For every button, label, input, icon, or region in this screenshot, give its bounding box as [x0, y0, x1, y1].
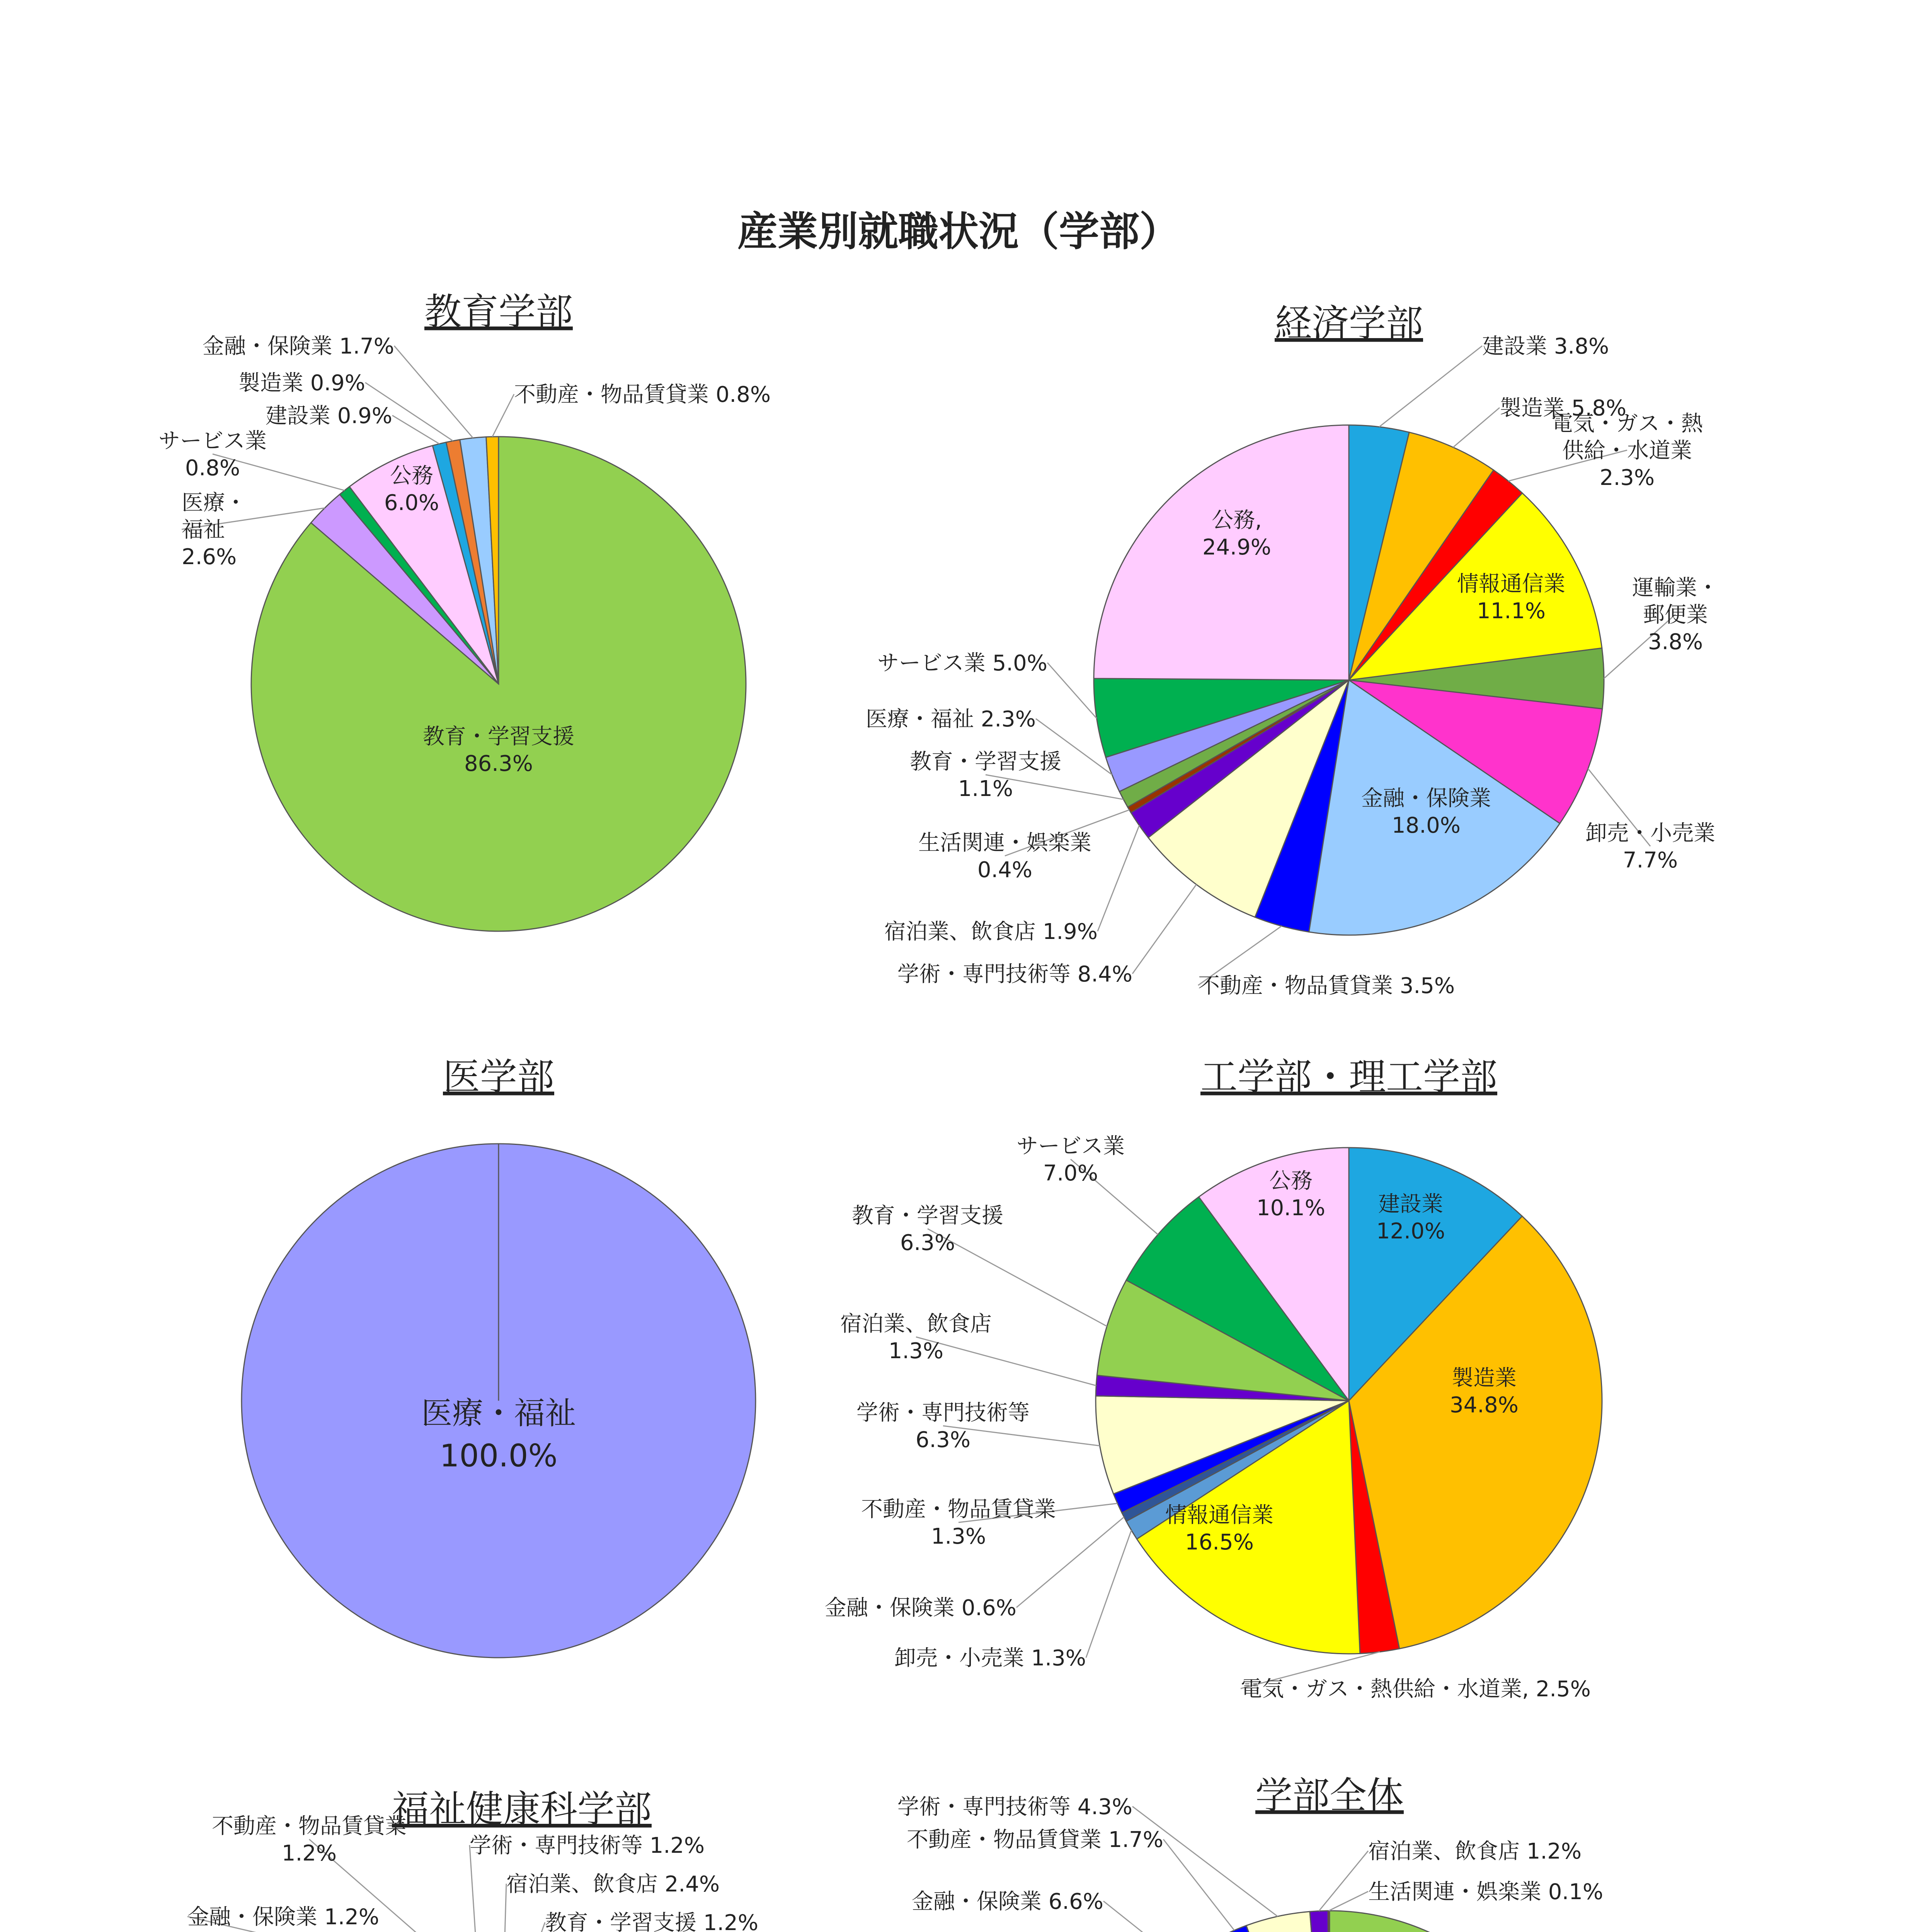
- data-label-line: 3.8%: [1648, 629, 1703, 655]
- data-label: [1241, 1677, 1591, 1702]
- data-label: [1585, 821, 1715, 873]
- data-label-line: 電気・ガス・熱: [1551, 411, 1703, 436]
- data-label: [912, 1889, 1103, 1914]
- data-label-line: 不動産・物品賃貸業: [212, 1814, 407, 1839]
- data-label-line: 公務: [1269, 1168, 1313, 1194]
- data-label: [897, 962, 1132, 987]
- data-label-line: 卸売・小売業 1.3%: [894, 1646, 1086, 1671]
- data-label: [203, 334, 394, 359]
- data-label-line: 宿泊業、飲食店: [840, 1311, 992, 1337]
- data-label-line: 金融・保険業: [1361, 786, 1491, 811]
- leader-line: [1379, 346, 1482, 427]
- leader-line: [1329, 1891, 1368, 1911]
- data-label-line: 不動産・物品賃貸業: [861, 1497, 1056, 1522]
- leader-line: [1086, 1530, 1131, 1658]
- data-label-line: 生活関連・娯楽業: [918, 830, 1091, 855]
- data-label-line: サービス業: [1016, 1134, 1125, 1159]
- data-label-line: 金融・保険業 1.7%: [202, 334, 394, 359]
- data-label-line: 製造業: [1452, 1366, 1517, 1391]
- chart-economics: [866, 302, 1719, 998]
- data-label-line: 宿泊業、飲食店 2.4%: [506, 1872, 720, 1897]
- data-label-line: 34.8%: [1450, 1393, 1519, 1418]
- data-label-line: 6.3%: [915, 1427, 971, 1452]
- data-label-line: 0.8%: [185, 456, 240, 481]
- data-label: [1632, 575, 1719, 655]
- data-label: [866, 707, 1036, 732]
- data-label-line: 卸売・小売業: [1585, 821, 1715, 846]
- data-label-line: 運輸業・: [1632, 575, 1719, 600]
- pie-slice: [1310, 1911, 1330, 1932]
- data-label-line: 医療・: [182, 490, 247, 515]
- data-label-line: 金融・保険業 6.6%: [911, 1889, 1103, 1914]
- data-label-line: 建設業 0.9%: [265, 403, 392, 429]
- data-label-line: 建設業 3.8%: [1482, 334, 1609, 359]
- leader-line: [1103, 1901, 1180, 1932]
- chart-medicine: [242, 1055, 756, 1658]
- chart-title: 経済学部: [1275, 302, 1423, 345]
- data-label-line: 学術・専門技術等 8.4%: [897, 962, 1132, 987]
- pie-slice: [1330, 1911, 1523, 1932]
- data-label-line: 教育・学習支援: [423, 724, 574, 749]
- data-label: [182, 490, 247, 570]
- chart-title: 工学部・理工学部: [1200, 1055, 1497, 1099]
- chart-engineering: [825, 1055, 1602, 1702]
- data-label-line: 0.4%: [977, 857, 1033, 883]
- chart-title: 学部全体: [1255, 1774, 1404, 1817]
- data-label: [238, 371, 365, 396]
- pie-slice: [1328, 1911, 1330, 1932]
- chart-welfare-health: [187, 1787, 758, 1932]
- leader-line: [1163, 1839, 1234, 1930]
- data-label-line: 金融・保険業 1.2%: [187, 1905, 380, 1930]
- data-label-line: 1.2%: [281, 1841, 337, 1866]
- data-label-line: 金融・保険業 0.6%: [824, 1595, 1016, 1621]
- data-label: [884, 919, 1098, 944]
- leader-line: [1319, 1851, 1368, 1911]
- data-label-line: 1.3%: [888, 1338, 944, 1364]
- data-label-line: 2.3%: [1599, 465, 1655, 490]
- leader-line: [1098, 825, 1139, 931]
- data-label-line: 1.3%: [931, 1524, 986, 1549]
- data-label-line: 教育・学習支援: [910, 749, 1061, 774]
- data-label-line: 100.0%: [439, 1438, 558, 1474]
- data-label-line: 学術・専門技術等 1.2%: [470, 1833, 705, 1858]
- leader-line: [1016, 1517, 1124, 1607]
- data-label-line: 不動産・物品賃貸業 0.8%: [514, 382, 771, 407]
- data-label-line: 24.9%: [1202, 535, 1271, 560]
- chart-title: 医学部: [443, 1055, 554, 1099]
- data-label-line: 郵便業: [1643, 602, 1708, 628]
- data-label-line: 公務: [390, 463, 433, 488]
- data-label: [1482, 334, 1609, 359]
- data-label-line: 学術・専門技術等: [856, 1400, 1030, 1425]
- data-label: [514, 382, 771, 407]
- data-label-line: 供給・水道業: [1562, 438, 1692, 463]
- data-label: [825, 1595, 1016, 1621]
- data-label: [545, 1910, 758, 1932]
- chart-title: 福祉健康科学部: [392, 1787, 652, 1831]
- leader-line: [492, 394, 514, 437]
- data-label: [907, 1827, 1163, 1852]
- data-label-line: 生活関連・娯楽業 0.1%: [1368, 1879, 1604, 1905]
- data-label: [1198, 973, 1455, 998]
- data-label-line: 教育・学習支援: [852, 1203, 1003, 1228]
- data-label-line: 7.0%: [1043, 1161, 1098, 1186]
- data-label: [1551, 411, 1703, 490]
- data-label-line: 製造業 0.9%: [238, 371, 365, 396]
- leader-line: [1453, 408, 1500, 447]
- data-label: [266, 403, 392, 429]
- data-label: [1368, 1839, 1582, 1864]
- data-label-line: 情報通信業: [1165, 1503, 1273, 1528]
- page-title: 産業別就職状況（学部）: [737, 208, 1180, 255]
- data-label-line: サービス業: [158, 429, 267, 454]
- data-label-line: 10.1%: [1256, 1196, 1325, 1221]
- data-label-line: 宿泊業、飲食店 1.9%: [884, 919, 1098, 944]
- data-label-line: 情報通信業: [1457, 571, 1565, 597]
- data-label-line: 教育・学習支援 1.2%: [545, 1910, 759, 1932]
- data-label: [877, 651, 1047, 676]
- data-label-line: 7.7%: [1622, 848, 1678, 873]
- data-label-line: 製造業 5.8%: [1500, 396, 1627, 421]
- data-label-line: 1.1%: [958, 776, 1013, 801]
- data-label: [506, 1872, 720, 1897]
- data-label: [894, 1646, 1086, 1671]
- data-label-line: 宿泊業、飲食店 1.2%: [1368, 1839, 1582, 1864]
- chart-all-faculties: [819, 1774, 1604, 1932]
- data-label: [918, 830, 1091, 883]
- leader-line: [392, 415, 439, 444]
- data-label-line: 16.5%: [1185, 1530, 1254, 1555]
- leader-line: [1132, 884, 1196, 974]
- data-label-line: 建設業: [1378, 1192, 1443, 1217]
- data-label: [897, 1794, 1132, 1820]
- data-label-line: 不動産・物品賃貸業 3.5%: [1198, 973, 1455, 998]
- data-label-line: 6.0%: [384, 490, 439, 515]
- data-label-line: 電気・ガス・熱供給・水道業, 2.5%: [1241, 1677, 1591, 1702]
- data-label-line: 86.3%: [464, 751, 533, 776]
- data-label: [1368, 1879, 1603, 1905]
- chart-title: 教育学部: [424, 290, 573, 333]
- data-label: [861, 1497, 1056, 1549]
- leader-line: [531, 1922, 545, 1932]
- data-label-line: 2.6%: [182, 544, 237, 570]
- data-label-line: 11.1%: [1477, 599, 1546, 624]
- data-label: [187, 1905, 379, 1930]
- data-label-line: 不動産・物品賃貸業 1.7%: [906, 1827, 1163, 1852]
- data-label-line: 福祉: [182, 517, 225, 543]
- data-label-line: サービス業 5.0%: [877, 651, 1047, 676]
- leader-line: [1132, 1806, 1278, 1917]
- data-label-line: 18.0%: [1392, 813, 1461, 838]
- data-label-line: 医療・福祉: [421, 1395, 576, 1431]
- data-label: [470, 1833, 705, 1858]
- data-label-line: 医療・福祉 2.3%: [865, 707, 1036, 732]
- data-label-line: 12.0%: [1376, 1219, 1445, 1244]
- data-label-line: 公務,: [1212, 508, 1262, 533]
- leader-line: [1047, 663, 1096, 718]
- data-label-line: 学術・専門技術等 4.3%: [897, 1794, 1132, 1820]
- chart-education: [158, 290, 771, 931]
- data-label-line: 6.3%: [900, 1230, 955, 1255]
